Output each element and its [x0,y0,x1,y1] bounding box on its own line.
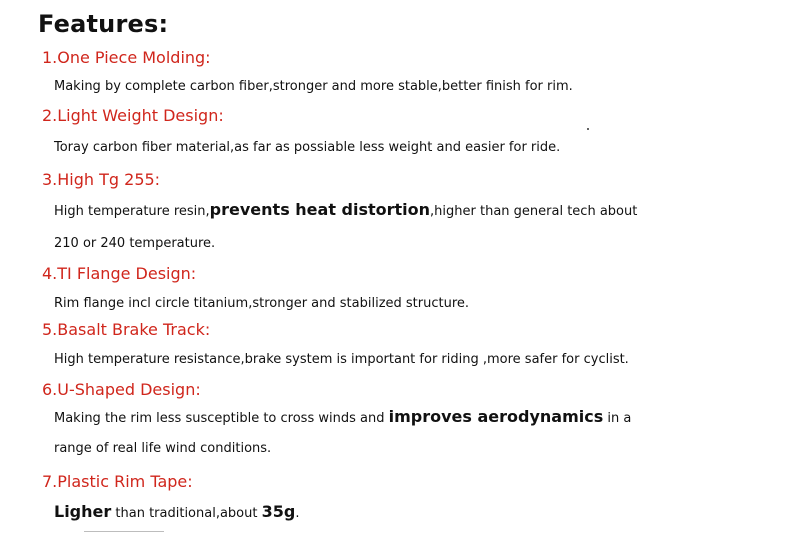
feature-3-text-before: High temperature resin, [54,204,210,219]
feature-3-text-line1 [54,200,637,219]
feature-4-heading: 4.TI Flange Design: [42,264,197,283]
feature-6-text-before: Making the rim less susceptible to cross winds and [54,411,389,426]
feature-6-heading: 6.U-Shaped Design: [42,380,201,399]
feature-6-emphasis: improves aerodynamics [388,407,604,426]
feature-3-text-after: ,higher than general tech about [430,204,638,219]
feature-6-text-line2: range of real life wind conditions. [54,441,272,456]
feature-5-heading: 5.Basalt Brake Track: [42,320,211,339]
feature-7-text-end: . [295,506,300,521]
feature-7-emphasis-1: Ligher [54,502,112,521]
feature-3-text-line2: 210 or 240 temperature. [54,236,216,251]
cut-off-line [54,528,214,534]
feature-2-text: Toray carbon fiber material,as far as possiable less weight and easier for ride. [54,140,561,155]
feature-3-heading: 3.High Tg 255: [42,170,161,189]
feature-3-emphasis: prevents heat distortion [209,200,431,219]
stray-dot [587,128,589,130]
feature-6-text-line1 [54,407,631,426]
feature-6-text-after: in a [603,411,632,426]
feature-7-text [54,502,299,521]
feature-5-text: High temperature resistance,brake system is important for riding ,more safer for cyclist. [54,352,629,367]
feature-1-text: Making by complete carbon fiber,stronger and more stable,better finish for rim. [54,79,573,94]
feature-7-heading: 7.Plastic Rim Tape: [42,472,193,491]
feature-2-heading: 2.Light Weight Design: [42,106,224,125]
feature-7-text-mid: than traditional,about [111,506,262,521]
feature-7-emphasis-2: 35g [261,502,296,521]
page-title: Features: [38,10,169,38]
feature-1-heading: 1.One Piece Molding: [42,48,211,67]
feature-4-text: Rim flange incl circle titanium,stronger and stabilized structure. [54,296,470,311]
